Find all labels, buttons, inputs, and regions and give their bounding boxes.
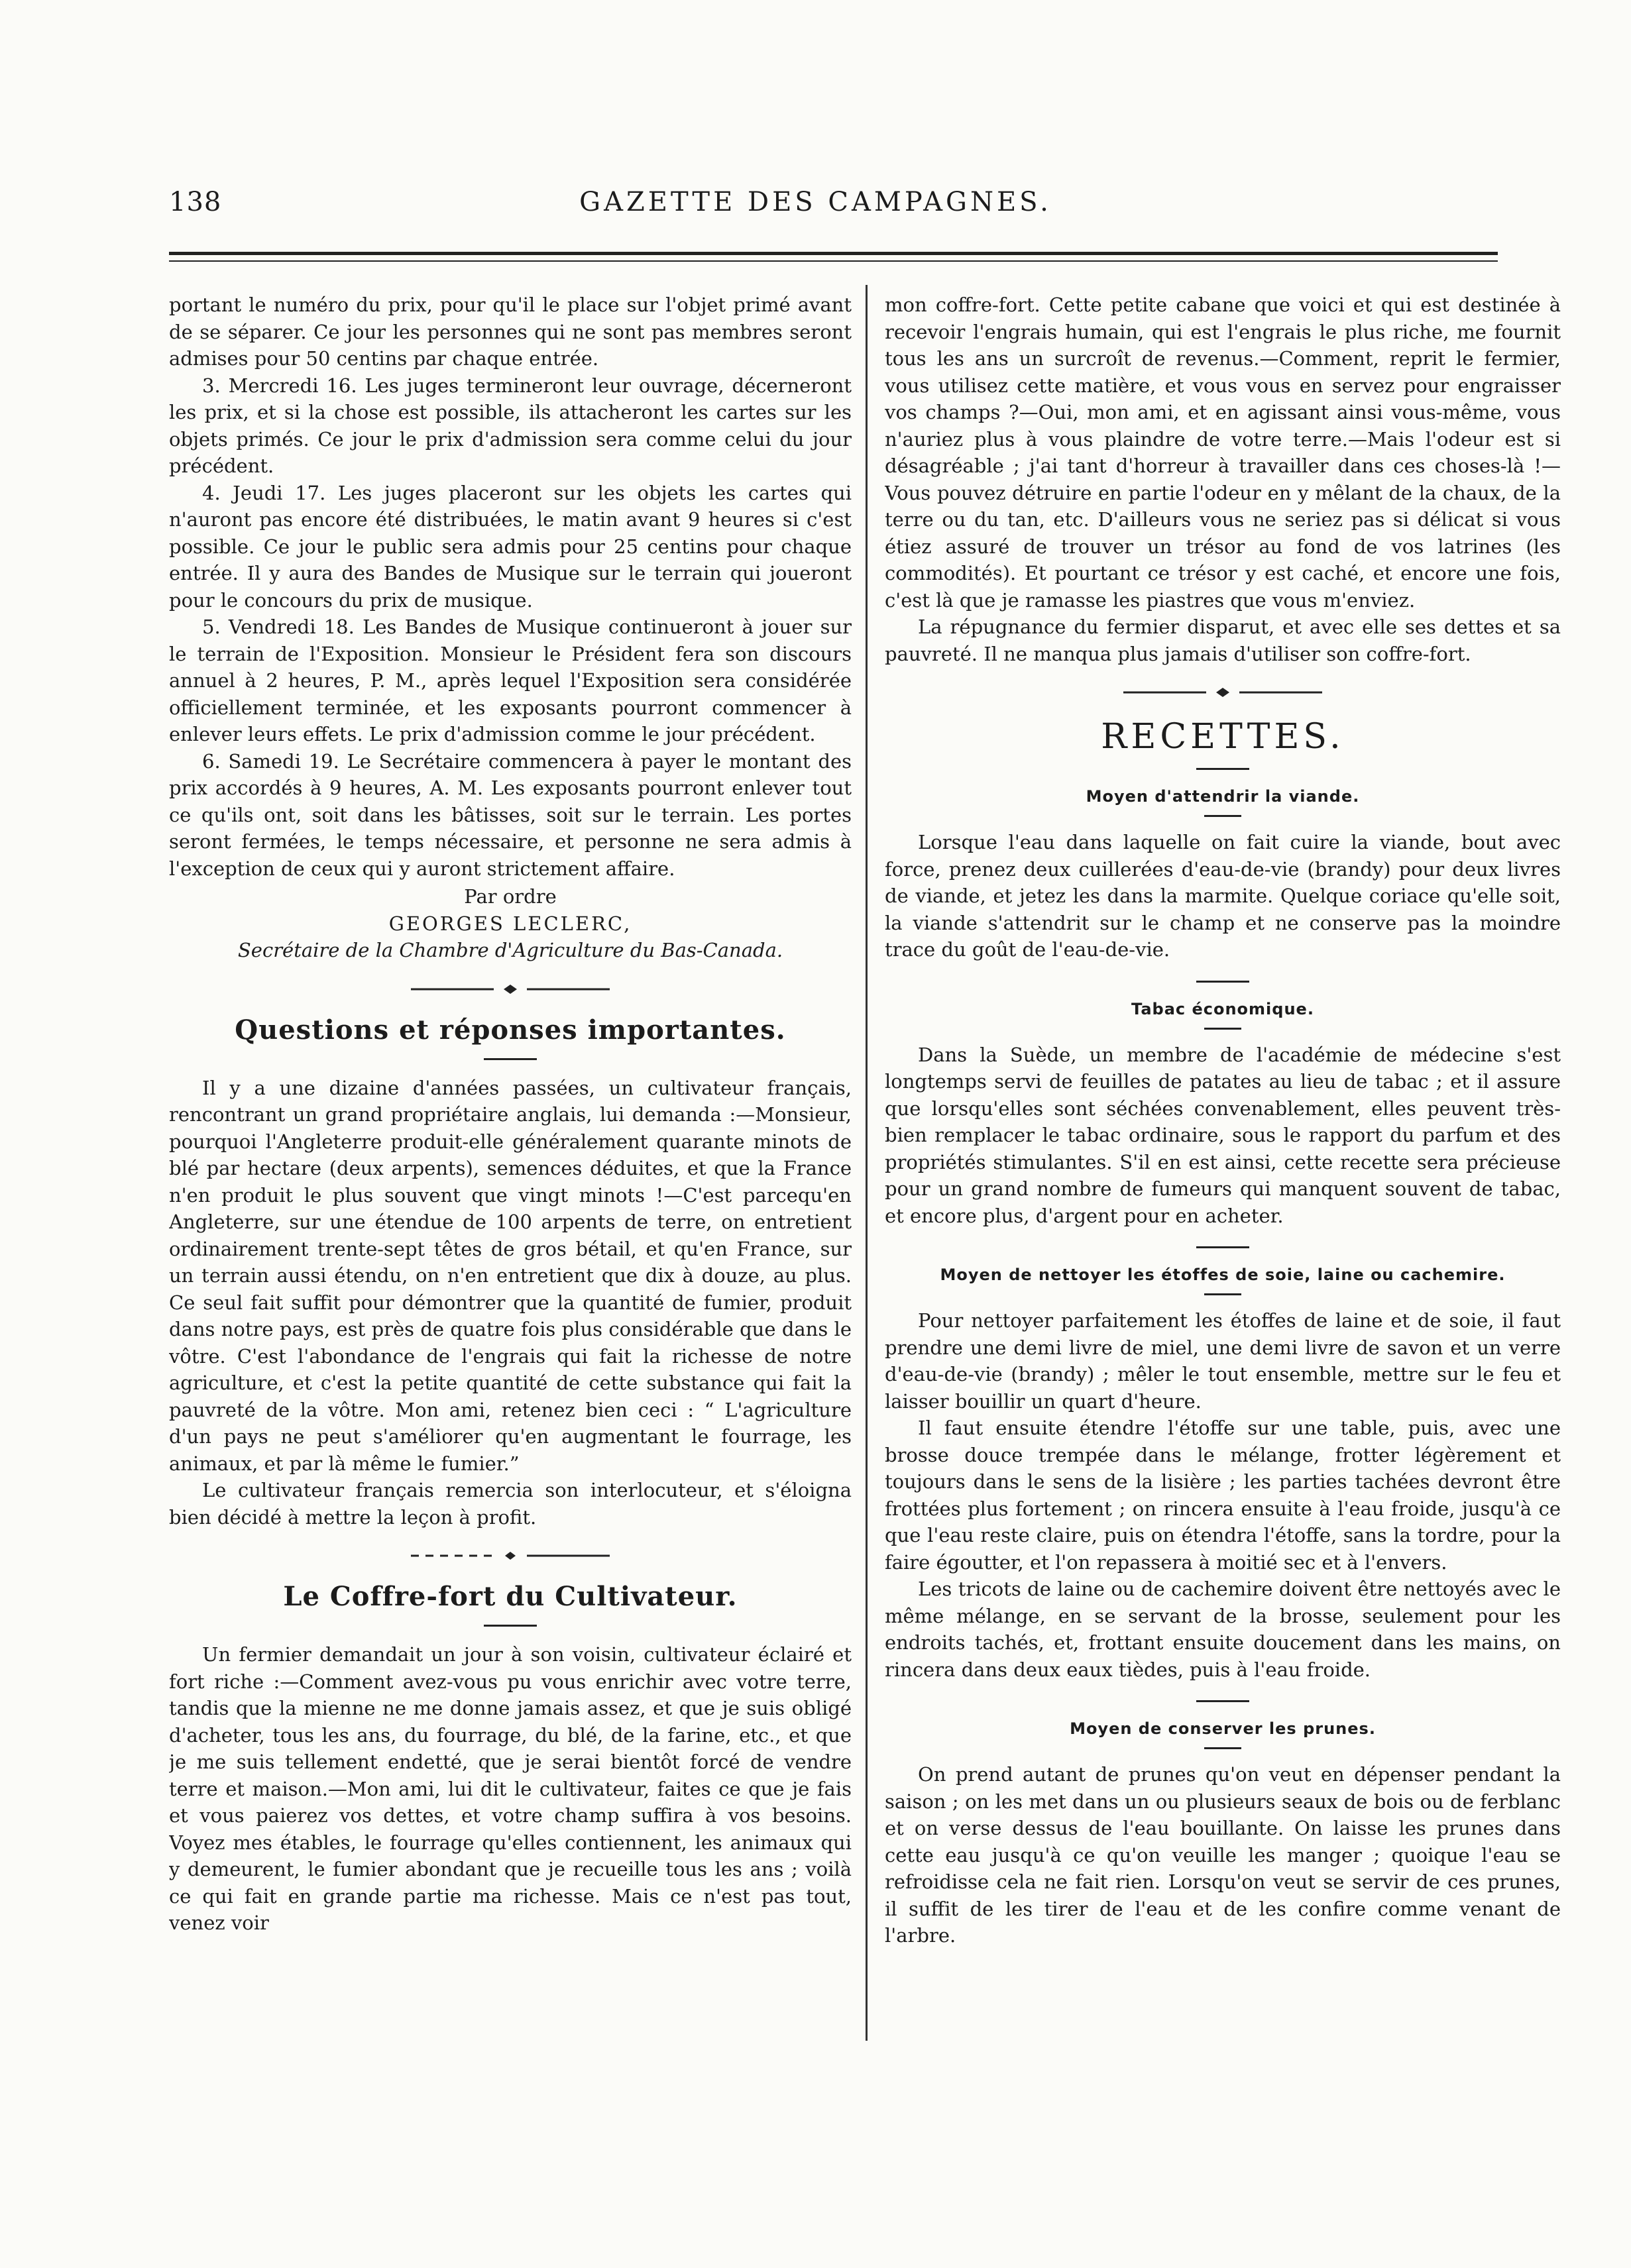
paragraph: Dans la Suède, un membre de l'académie de médecine s'est longtemps servi de feuilles de patates au lieu de tabac ; et il assure que lorsqu'elles sont séchées convenablement, elles peuvent très-bien remplacer le tabac ordinaire, sous le rapport du parfum et des propriétés stimulantes. S'il en est ainsi, cette recette sera précieuse pour un grand nombre de fumeurs qui manquent souvent de tabac, et encore plus, d'argent pour en acheter. (885, 1043, 1561, 1227)
paragraph: La répugnance du fermier disparut, et avec elle ses dettes et sa pauvreté. Il ne manqua plus jamais d'utiliser son coffre-fort. (885, 616, 1561, 665)
paragraph: On prend autant de prunes qu'on veut en dépenser pendant la saison ; on les met dans un ou plusieurs seaux de bois ou de ferblanc et on verse dessus de l'eau bouillante. On laisse les prunes dans cette eau jusqu'à ce qu'on veuille les manger ; quoique l'eau se refroidisse cela ne fait rien. Lorsqu'on veut se servir de ces prunes, il suffit de les tirer de l'eau et de les confire comme venant de l'arbre. (885, 1763, 1561, 1947)
section-title-questions: Questions et réponses importantes. (235, 1014, 786, 1046)
section-rule (1196, 1246, 1249, 1248)
section-rule (1196, 981, 1249, 983)
title-rule (1196, 768, 1249, 770)
header-rule-thin (169, 260, 1498, 262)
header-rule-thick (169, 252, 1498, 255)
title-rule (1204, 1747, 1241, 1749)
paragraph: 5. Vendredi 18. Les Bandes de Musique continueront à jouer sur le terrain de l'Exposition. Monsieur le Président fera son discours annuel à 2 heures, P. M., après lequel l'Exposition sera considérée officiellement terminée, et les exposants pourront commencer à enlever leurs effets. Le prix d'admission comme le jour précédent. (169, 616, 852, 745)
section-rule (1196, 1700, 1249, 1702)
paragraph: Le cultivateur français remercia son interlocuteur, et s'éloigna bien décidé à mettre la leçon à profit. (169, 1479, 852, 1529)
title-rule (1204, 1028, 1241, 1030)
paragraph: Il faut ensuite étendre l'étoffe sur une table, puis, avec une brosse douce trempée dans le mélange, frotter légèrement et toujours dans le sens de la lisière ; les parties tachées devront être frottées plus fortement ; on rincera ensuite à l'eau froide, jusqu'à ce que l'eau reste claire, puis on étendra l'étoffe, sans la tordre, pour la faire égoutter, et l'on repassera à moitié sec et à l'envers. (885, 1417, 1561, 1574)
paragraph: Un fermier demandait un jour à son voisin, cultivateur éclairé et fort riche :—Comment avez-vous pu vous enrichir avec votre terre, tandis que la mienne ne me donne jamais assez, et que je suis obligé d'acheter, tous les ans, du fourrage, du blé, de la farine, etc., et que je me suis tellement endetté, que je serai bientôt forcé de vendre terre et maison.—Mon ami, lui dit le cultivateur, faites ce que je fais et vous paierez vos dettes, et votre champ suffira à vos besoins. Voyez mes étables, le fourrage qu'elles contiennent, les animaux qui y demeurent, le fumier abondant que je recueille tous les ans ; voilà ce qui fait en grande partie ma richesse. Mais ce n'est pas tout, venez voir (169, 1643, 852, 1934)
paragraph: 6. Samedi 19. Le Secrétaire commencera à payer le montant des prix accordés à 9 heures, A. M. Les exposants pourront enlever tout ce qu'ils ont, soit dans les bâtisses, soit sur le terrain. Les portes seront fermées, le temps nécessaire, et personne ne sera admis à l'exception de ceux qui y auront strictement affaire. (169, 749, 852, 880)
paragraph: Pour nettoyer parfaitement les étoffes de laine et de soie, il faut prendre une demi livre de miel, une demi livre de savon et un verre d'eau-de-vie (brandy) ; mêler le tout ensemble, mettre sur le feu et laisser bouillir un quart d'heure. (885, 1309, 1561, 1413)
signature-order: Par ordre (464, 885, 557, 908)
section-ornament (169, 1542, 852, 1569)
section-ornament (169, 976, 852, 1002)
recipe-title: Moyen d'attendrir la viande. (1086, 787, 1360, 806)
recipe-title: Tabac économique. (1131, 999, 1314, 1018)
recipe-title: Moyen de conserver les prunes. (1070, 1719, 1376, 1738)
section-title-coffre-fort: Le Coffre-fort du Cultivateur. (283, 1581, 738, 1612)
signature-role: Secrétaire de la Chambre d'Agriculture du Bas-Canada. (237, 939, 783, 961)
paragraph: portant le numéro du prix, pour qu'il le place sur l'objet primé avant de se séparer. Ce jour les personnes qui ne sont pas membres seront admises pour 50 centins par chaque entrée. (169, 294, 852, 370)
title-rule (484, 1058, 537, 1060)
title-rule (484, 1625, 537, 1627)
paragraph: Les tricots de laine ou de cachemire doivent être nettoyés avec le même mélange, en se servant de la brosse, seulement pour les endroits tachés, et, frottant ensuite doucement dans les mains, on rincera dans deux eaux tièdes, puis à l'eau froide. (885, 1578, 1561, 1681)
paragraph: 4. Jeudi 17. Les juges placeront sur les objets les cartes qui n'auront pas encore été distribuées, le matin avant 9 heures si c'est possible. Ce jour le public sera admis pour 25 centins pour chaque entrée. Il y aura des Bandes de Musique sur le terrain qui joueront pour le concours du prix de musique. (169, 481, 852, 612)
page-number: 138 (169, 187, 222, 217)
title-rule (1204, 815, 1241, 817)
paragraph: mon coffre-fort. Cette petite cabane que voici et qui est destinée à recevoir l'engrais humain, qui est l'engrais le plus riche, me fournit tous les ans un surcroît de revenus.—Comment, reprit le fermier, vous utilisez cette matière, et vous vous en servez pour engraisser vos champs ?—Oui, mon ami, et en agissant ainsi vous-même, vous n'auriez plus à vous plaindre de votre terre.—Mais l'odeur est si désagréable ; j'ai tant d'horreur à travailler dans ces choses-là !—Vous pouvez détruire en partie l'odeur en y mêlant de la chaux, de la terre ou du tan, etc. D'ailleurs vous ne seriez pas si délicat si vous étiez assuré de trouver un trésor au fond de vos latrines (les commodités). Et pourtant ce trésor y est caché, et encore une fois, c'est là que je ramasse les piastres que vous m'enviez. (885, 294, 1561, 612)
left-column (169, 292, 852, 2041)
recipe-title: Moyen de nettoyer les étoffes de soie, laine ou cachemire. (940, 1266, 1506, 1284)
right-column (885, 292, 1561, 2041)
signature-name: GEORGES LECLERC, (388, 912, 632, 935)
paragraph: 3. Mercredi 16. Les juges termineront leur ouvrage, décerneront les prix, et si la chose est possible, ils attacheront les cartes sur les objets primés. Ce jour le prix d'admission sera comme celui du jour précédent. (169, 374, 852, 477)
section-ornament (885, 679, 1561, 706)
masthead-title: GAZETTE DES CAMPAGNES. (579, 187, 1052, 217)
title-rule (1204, 1293, 1241, 1295)
column-divider (866, 285, 868, 2041)
paragraph: Il y a une dizaine d'années passées, un cultivateur français, rencontrant un grand propriétaire anglais, lui demanda :—Monsieur, pourquoi l'Angleterre produit-elle généralement quarante minots de blé par hectare (deux arpents), semences déduites, et que la France n'en produit le plus souvent que vingt minots !—C'est parcequ'en Angleterre, sur une étendue de 100 arpents de terre, on entretient ordinairement trente-sept têtes de gros bétail, et qu'en France, sur un terrain aussi étendu, on n'en entretient que dix à douze, au plus. Ce seul fait suffit pour démontrer que la quantité de fumier, produit dans notre pays, est près de quatre fois plus considérable que dans le vôtre. C'est l'abondance de l'engrais qui fait la richesse de notre agriculture, et c'est la petite quantité de cette substance qui fait la pauvreté de la vôtre. Mon ami, retenez bien ceci : “ L'agriculture d'un pays ne peut s'améliorer qu'en augmentant le fourrage, les animaux, et par là même le fumier.” (169, 1076, 852, 1475)
paragraph: Lorsque l'eau dans laquelle on fait cuire la viande, bout avec force, prenez deux cuillerées d'eau-de-vie (brandy) pour deux livres de viande, et jetez les dans la marmite. Quelque coriace qu'elle soit, la viande s'attendrit sur le champ et ne conserve pas la moindre trace du goût de l'eau-de-vie. (885, 831, 1561, 961)
recettes-heading: RECETTES. (1101, 717, 1345, 757)
